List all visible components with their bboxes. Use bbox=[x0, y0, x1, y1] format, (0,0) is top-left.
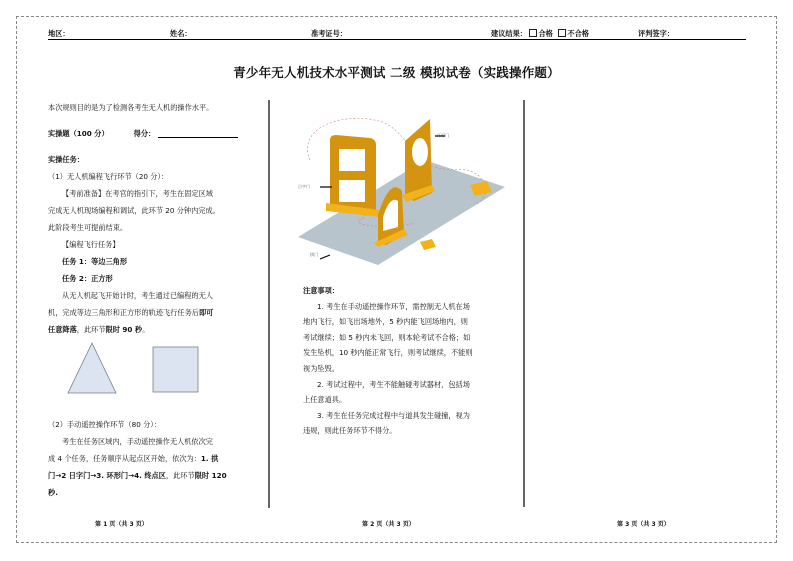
fail-checkbox[interactable] bbox=[558, 29, 566, 37]
section1-title: （1）无人机编程飞行环节（20 分）： bbox=[48, 172, 169, 181]
desc-text: ，此环节 bbox=[76, 325, 106, 334]
note-line: 视为坠毁。 bbox=[303, 363, 339, 373]
s2-line: 秒. bbox=[48, 488, 58, 497]
task2: 任务 2：正方形 bbox=[62, 274, 113, 283]
desc-line: 从无人机起飞开始计时，考生通过已编程的无人 bbox=[62, 291, 213, 300]
suggested-result bbox=[491, 29, 589, 39]
s2-line: 考生在任务区域内，手动遥控操作无人机依次完 bbox=[62, 437, 213, 446]
note-line: 1. 考生在手动遥控操作环节，需控制无人机在场 bbox=[317, 301, 470, 311]
tasks-heading: 实操任务： bbox=[48, 155, 84, 164]
page3-footer: 第 3 页（共 3 页） bbox=[617, 521, 670, 528]
page1-column bbox=[48, 99, 258, 338]
prep-line: 【考前准备】在考官的指引下，考生在固定区域 bbox=[62, 189, 213, 198]
notes-heading: 注意事项： bbox=[303, 286, 339, 295]
desc-line bbox=[48, 304, 258, 321]
s2-text: ，此环节 bbox=[165, 471, 195, 480]
page2-footer: 第 2 页（共 3 页） bbox=[362, 521, 415, 528]
exam-id-label: 准考证号： bbox=[311, 29, 347, 38]
pass-checkbox[interactable] bbox=[529, 29, 537, 37]
page-title: 青少年无人机技术水平测试 二级 模拟试卷（实践操作题） bbox=[233, 65, 560, 80]
column-divider bbox=[523, 100, 525, 507]
region-label: 地区： bbox=[48, 29, 70, 38]
desc-text: 机，完成等边三角形和正方形的轨迹飞行任务后 bbox=[48, 308, 199, 317]
prep-line: 完成无人机现场编程和调试，此环节 20 分钟内完成。 bbox=[48, 206, 220, 215]
section2-title: （2）手动遥控操作环节（80 分）： bbox=[48, 420, 162, 429]
header-divider bbox=[48, 39, 746, 40]
gate-label-ring: 环形门 bbox=[437, 133, 449, 138]
note-line: 3. 考生在任务完成过程中与道具发生碰撞，视为 bbox=[317, 410, 470, 420]
task1: 任务 1：等边三角形 bbox=[62, 257, 128, 266]
s2-line bbox=[48, 467, 258, 484]
s2-bold: 门→2 日字门→3. 环形门→4. 终点区 bbox=[48, 471, 166, 480]
pass-option-label: 合格 bbox=[538, 29, 553, 38]
triangle-shape bbox=[66, 341, 118, 395]
page1-footer: 第 1 页（共 3 页） bbox=[95, 521, 148, 528]
note-line: 考试继续；如 5 秒内未飞回，则本轮考试不合格；如 bbox=[303, 332, 471, 342]
gate-label-arch: 拱门 bbox=[310, 252, 318, 257]
note-line: 地内飞行，如飞出场地外，5 秒内能飞回场地内，则 bbox=[303, 317, 468, 327]
note-line: 2. 考试过程中，考生不能触碰考试器材，包括场 bbox=[317, 379, 470, 389]
column-divider bbox=[268, 100, 270, 508]
signature-label: 评判签字： bbox=[638, 29, 674, 38]
desc-line bbox=[48, 321, 258, 338]
s2-line bbox=[48, 450, 258, 467]
time-limit: 限时 90 秒 bbox=[105, 325, 143, 334]
notes-section bbox=[303, 283, 513, 439]
prep-line: 此阶段考生可提前结束。 bbox=[48, 223, 128, 232]
s2-bold: 1. 拱 bbox=[200, 454, 219, 463]
desc-bold: 任意降落 bbox=[48, 325, 77, 334]
result-label: 建议结果： bbox=[491, 29, 527, 38]
fail-option-label: 不合格 bbox=[567, 29, 589, 38]
desc-bold: 即可 bbox=[198, 308, 214, 317]
score-label: 得分： bbox=[133, 129, 156, 138]
score-field[interactable] bbox=[158, 129, 238, 138]
score-heading: 实操题（100 分） bbox=[48, 129, 109, 138]
square-shape bbox=[152, 346, 200, 394]
s2-text: 成 4 个任务，任务顺序从起点区开始，依次为： bbox=[48, 454, 201, 463]
gate-label-rect: 日字门 bbox=[298, 184, 310, 189]
note-line: 上任意道具。 bbox=[303, 395, 347, 405]
desc-text: 。 bbox=[142, 325, 150, 334]
section2 bbox=[48, 416, 258, 501]
prog-task-heading: 【编程飞行任务】 bbox=[62, 240, 120, 249]
name-label: 姓名： bbox=[170, 29, 192, 38]
note-line: 发生坠机，10 秒内能正常飞行，则考试继续，不能则 bbox=[303, 348, 473, 358]
drone-course-figure bbox=[290, 105, 510, 265]
note-line: 违规，则此任务环节不得分。 bbox=[303, 426, 397, 436]
score-row bbox=[48, 125, 258, 142]
time-limit: 限时 120 bbox=[194, 471, 227, 480]
intro-text: 本次规则目的是为了检测各考生无人机的操作水平。 bbox=[48, 103, 214, 112]
